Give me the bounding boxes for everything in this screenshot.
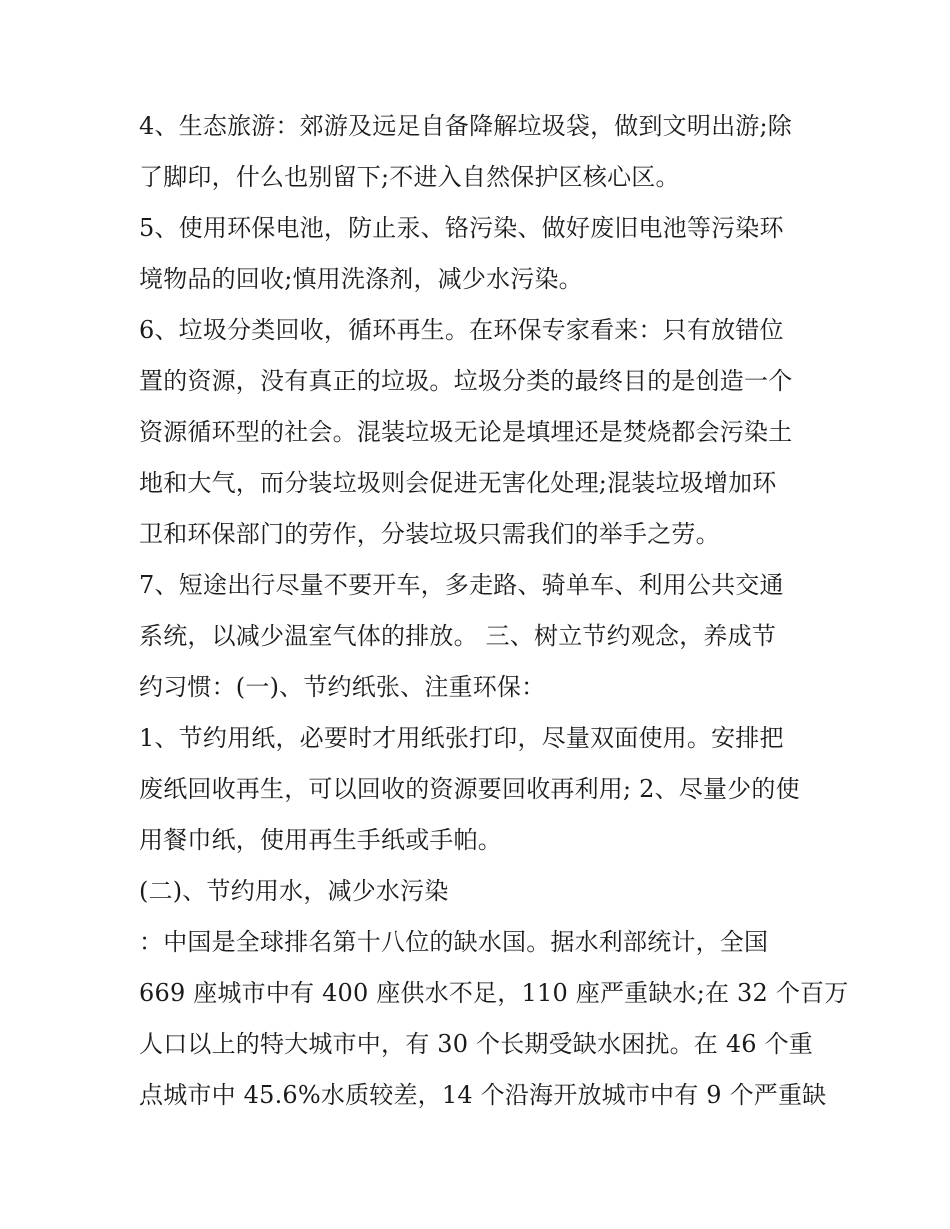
document-body (139, 110, 849, 1130)
text-line: 7、短途出行尽量不要开车，多走路、骑单车、利用公共交通 (139, 571, 784, 599)
text-line: 1、节约用纸，必要时才用纸张打印，尽量双面使用。安排把 (139, 724, 784, 752)
text-line: 约习惯：(一)、节约纸张、注重环保： (139, 673, 546, 701)
text-line: 5、使用环保电池，防止汞、铬污染、做好废旧电池等污染环 (139, 214, 784, 242)
text-line: 669 座城市中有 400 座供水不足，110 座严重缺水;在 32 个百万 (139, 979, 849, 1007)
text-line: 人口以上的特大城市中，有 30 个长期受缺水困扰。在 46 个重 (139, 1030, 813, 1058)
text-line: 地和大气，而分装垃圾则会促进无害化处理;混装垃圾增加环 (139, 469, 777, 497)
text-line: 点城市中 45.6%水质较差，14 个沿海开放城市中有 9 个严重缺 (139, 1081, 827, 1109)
text-line: 境物品的回收;慎用洗涤剂，减少水污染。 (139, 265, 583, 293)
text-line: ：中国是全球排名第十八位的缺水国。据水利部统计，全国 (139, 928, 769, 956)
text-line: 置的资源，没有真正的垃圾。垃圾分类的最终目的是创造一个 (139, 367, 793, 395)
text-line: 卫和环保部门的劳作，分装垃圾只需我们的举手之劳。 (139, 520, 720, 548)
text-line: 了脚印，什么也别留下;不进入自然保护区核心区。 (139, 163, 680, 191)
text-line: 废纸回收再生，可以回收的资源要回收再利用; 2、尽量少的使 (139, 775, 800, 803)
text-line: (二)、节约用水，减少水污染 (139, 877, 449, 905)
text-line: 6、垃圾分类回收，循环再生。在环保专家看来：只有放错位 (139, 316, 784, 344)
text-line: 用餐巾纸，使用再生手纸或手帕。 (139, 826, 502, 854)
text-line: 系统，以减少温室气体的排放。 三、树立节约观念，养成节 (139, 622, 777, 650)
text-line: 4、生态旅游：郊游及远足自备降解垃圾袋，做到文明出游;除 (139, 112, 792, 140)
text-line: 资源循环型的社会。混装垃圾无论是填埋还是焚烧都会污染土 (139, 418, 793, 446)
